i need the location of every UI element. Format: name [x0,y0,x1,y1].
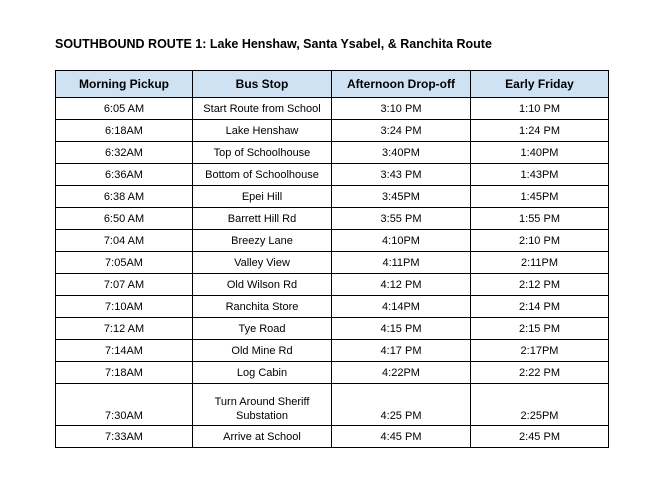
table-row [56,208,609,230]
page-title: SOUTHBOUND ROUTE 1: Lake Henshaw, Santa Ysabel, & Ranchita Route [55,37,492,51]
early-friday-cell: 1:24 PM [471,120,609,142]
bus-stop-cell: Tye Road [193,318,332,340]
early-friday-cell: 2:15 PM [471,318,609,340]
table-row [56,252,609,274]
bus-stop-cell: Valley View [193,252,332,274]
bus-stop-cell: Old Wilson Rd [193,274,332,296]
table-row [56,362,609,384]
header-afternoon-drop-off: Afternoon Drop-off [332,71,471,98]
bus-stop-cell: Top of Schoolhouse [193,142,332,164]
early-friday-cell: 1:55 PM [471,208,609,230]
bus-stop-cell: Breezy Lane [193,230,332,252]
afternoon-drop-off-cell: 3:43 PM [332,164,471,186]
header-morning-pickup: Morning Pickup [56,71,193,98]
morning-pickup-cell: 6:36AM [56,164,193,186]
table-row [56,384,609,426]
table-row [56,164,609,186]
afternoon-drop-off-cell: 3:45PM [332,186,471,208]
table-row [56,186,609,208]
header-early-friday: Early Friday [471,71,609,98]
bus-stop-cell: Start Route from School [193,98,332,120]
afternoon-drop-off-cell: 4:25 PM [332,384,471,426]
morning-pickup-cell: 7:30AM [56,384,193,426]
table-row [56,340,609,362]
early-friday-cell: 2:25PM [471,384,609,426]
afternoon-drop-off-cell: 4:14PM [332,296,471,318]
early-friday-cell: 2:12 PM [471,274,609,296]
table-row [56,296,609,318]
table-row [56,98,609,120]
early-friday-cell: 1:43PM [471,164,609,186]
table-row [56,426,609,448]
table-row [56,230,609,252]
early-friday-cell: 2:10 PM [471,230,609,252]
morning-pickup-cell: 7:10AM [56,296,193,318]
early-friday-cell: 2:45 PM [471,426,609,448]
bus-stop-cell: Epei Hill [193,186,332,208]
early-friday-cell: 2:22 PM [471,362,609,384]
morning-pickup-cell: 6:32AM [56,142,193,164]
morning-pickup-cell: 7:12 AM [56,318,193,340]
afternoon-drop-off-cell: 4:22PM [332,362,471,384]
afternoon-drop-off-cell: 4:11PM [332,252,471,274]
early-friday-cell: 1:40PM [471,142,609,164]
morning-pickup-cell: 6:38 AM [56,186,193,208]
early-friday-cell: 1:10 PM [471,98,609,120]
bus-stop-cell: Turn Around Sheriff Substation [193,384,332,426]
table-row [56,274,609,296]
morning-pickup-cell: 7:18AM [56,362,193,384]
bus-stop-cell: Barrett Hill Rd [193,208,332,230]
afternoon-drop-off-cell: 3:40PM [332,142,471,164]
early-friday-cell: 1:45PM [471,186,609,208]
morning-pickup-cell: 6:05 AM [56,98,193,120]
morning-pickup-cell: 7:14AM [56,340,193,362]
bus-stop-cell: Lake Henshaw [193,120,332,142]
afternoon-drop-off-cell: 4:10PM [332,230,471,252]
bus-stop-cell: Old Mine Rd [193,340,332,362]
morning-pickup-cell: 7:07 AM [56,274,193,296]
table-row [56,318,609,340]
route-schedule-table [55,70,609,448]
afternoon-drop-off-cell: 4:12 PM [332,274,471,296]
morning-pickup-cell: 7:05AM [56,252,193,274]
afternoon-drop-off-cell: 4:17 PM [332,340,471,362]
table-row [56,142,609,164]
afternoon-drop-off-cell: 4:45 PM [332,426,471,448]
morning-pickup-cell: 7:33AM [56,426,193,448]
afternoon-drop-off-cell: 3:55 PM [332,208,471,230]
bus-stop-cell: Arrive at School [193,426,332,448]
early-friday-cell: 2:11PM [471,252,609,274]
table-header-row [56,71,609,98]
afternoon-drop-off-cell: 3:10 PM [332,98,471,120]
early-friday-cell: 2:14 PM [471,296,609,318]
morning-pickup-cell: 6:18AM [56,120,193,142]
table-row [56,120,609,142]
early-friday-cell: 2:17PM [471,340,609,362]
bus-stop-cell: Ranchita Store [193,296,332,318]
bus-stop-cell: Log Cabin [193,362,332,384]
morning-pickup-cell: 6:50 AM [56,208,193,230]
afternoon-drop-off-cell: 4:15 PM [332,318,471,340]
afternoon-drop-off-cell: 3:24 PM [332,120,471,142]
morning-pickup-cell: 7:04 AM [56,230,193,252]
table-body [56,98,609,448]
bus-stop-cell: Bottom of Schoolhouse [193,164,332,186]
header-bus-stop: Bus Stop [193,71,332,98]
